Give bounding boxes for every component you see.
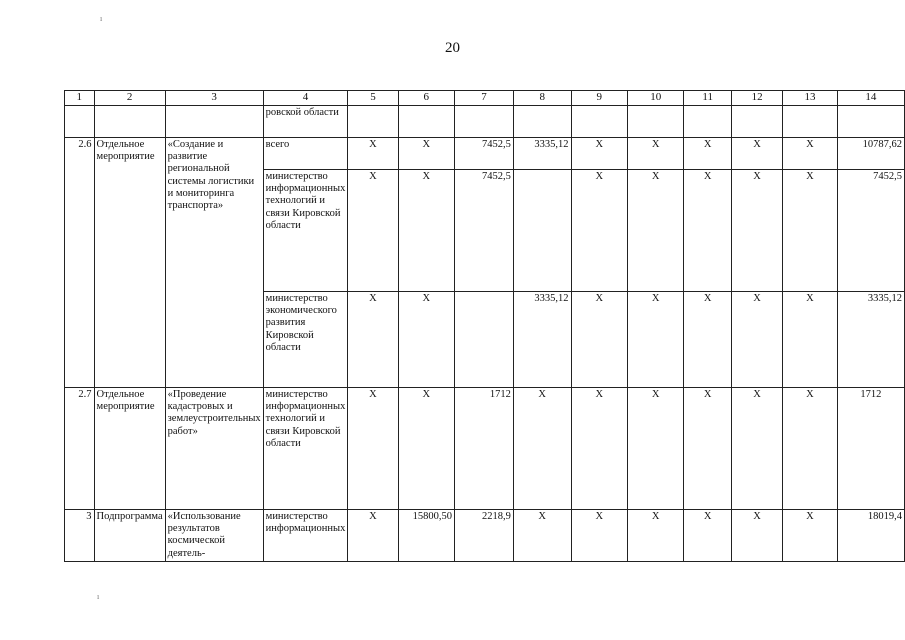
- scan-mark: ı: [97, 592, 100, 601]
- header-cell: 10: [627, 91, 683, 106]
- value-cell: 3335,12: [513, 292, 571, 388]
- value-cell: 1712: [837, 388, 904, 510]
- header-cell: 11: [684, 91, 732, 106]
- row-title: «Использование результатов космической деятель-: [165, 510, 263, 562]
- scan-mark: ı: [100, 14, 103, 23]
- value-cell: 7452,5: [837, 170, 904, 292]
- value-cell: 15800,50: [398, 510, 454, 562]
- row-title: «Проведение кадастровых и землеустроительных работ»: [165, 388, 263, 510]
- continuation-row: [65, 106, 905, 138]
- value-cell: 18019,4: [837, 510, 904, 562]
- value-cell: X: [627, 170, 683, 292]
- value-cell: X: [571, 170, 627, 292]
- table-row: [65, 138, 905, 170]
- value-cell: X: [684, 510, 732, 562]
- header-cell: 3: [165, 91, 263, 106]
- header-cell: 13: [783, 91, 838, 106]
- executor-cell: министерство информационных технологий и связи Кировской области: [263, 170, 348, 292]
- value-cell: 7452,5: [455, 170, 514, 292]
- value-cell: X: [732, 138, 783, 170]
- value-cell: X: [348, 388, 398, 510]
- value-cell: X: [732, 292, 783, 388]
- value-cell: 10787,62: [837, 138, 904, 170]
- header-cell: 6: [398, 91, 454, 106]
- executor-cell: министерство экономического развития Кировской области: [263, 292, 348, 388]
- value-cell: 3335,12: [837, 292, 904, 388]
- row-number: 2.7: [65, 388, 95, 510]
- value-cell: X: [348, 138, 398, 170]
- value-cell: X: [732, 388, 783, 510]
- executor-cell: ровской области: [263, 106, 348, 138]
- value-cell: 1712: [455, 388, 514, 510]
- executor-cell: министерство информационных: [263, 510, 348, 562]
- value-cell: X: [571, 388, 627, 510]
- value-cell: X: [627, 292, 683, 388]
- header-row: [65, 91, 905, 106]
- header-cell: 14: [837, 91, 904, 106]
- value-cell: X: [684, 170, 732, 292]
- value-cell: X: [684, 138, 732, 170]
- table-row: [65, 388, 905, 510]
- value-cell: X: [627, 388, 683, 510]
- table-row: [65, 510, 905, 562]
- value-cell: 3335,12: [513, 138, 571, 170]
- header-cell: 7: [455, 91, 514, 106]
- value-cell: X: [684, 292, 732, 388]
- row-title: «Создание и развитие региональной системы логистики и мониторинга транспорта»: [165, 138, 263, 388]
- value-cell: X: [783, 292, 838, 388]
- value-cell: X: [398, 388, 454, 510]
- executor-cell: министерство информационных технологий и связи Кировской области: [263, 388, 348, 510]
- header-cell: 1: [65, 91, 95, 106]
- value-cell: X: [627, 138, 683, 170]
- value-cell: X: [571, 138, 627, 170]
- row-number: 2.6: [65, 138, 95, 388]
- value-cell: X: [783, 510, 838, 562]
- header-cell: 4: [263, 91, 348, 106]
- value-cell: X: [627, 510, 683, 562]
- value-cell: X: [571, 292, 627, 388]
- value-cell: [513, 170, 571, 292]
- value-cell: X: [783, 388, 838, 510]
- value-cell: [455, 292, 514, 388]
- executor-cell: всего: [263, 138, 348, 170]
- value-cell: X: [398, 292, 454, 388]
- value-cell: X: [732, 170, 783, 292]
- value-cell: X: [732, 510, 783, 562]
- row-type: Отдельное мероприятие: [94, 138, 165, 388]
- header-cell: 8: [513, 91, 571, 106]
- header-cell: 2: [94, 91, 165, 106]
- value-cell: X: [684, 388, 732, 510]
- value-cell: X: [398, 138, 454, 170]
- row-number: 3: [65, 510, 95, 562]
- header-cell: 12: [732, 91, 783, 106]
- row-type: Подпрограмма: [94, 510, 165, 562]
- value-cell: X: [513, 510, 571, 562]
- value-cell: X: [398, 170, 454, 292]
- value-cell: X: [513, 388, 571, 510]
- header-cell: 5: [348, 91, 398, 106]
- document-table: [64, 90, 905, 562]
- header-cell: 9: [571, 91, 627, 106]
- value-cell: X: [348, 510, 398, 562]
- page-number: 20: [445, 40, 460, 56]
- value-cell: X: [783, 138, 838, 170]
- row-type: Отдельное мероприятие: [94, 388, 165, 510]
- value-cell: X: [348, 292, 398, 388]
- value-cell: X: [571, 510, 627, 562]
- value-cell: X: [348, 170, 398, 292]
- value-cell: X: [783, 170, 838, 292]
- value-cell: 2218,9: [455, 510, 514, 562]
- value-cell: 7452,5: [455, 138, 514, 170]
